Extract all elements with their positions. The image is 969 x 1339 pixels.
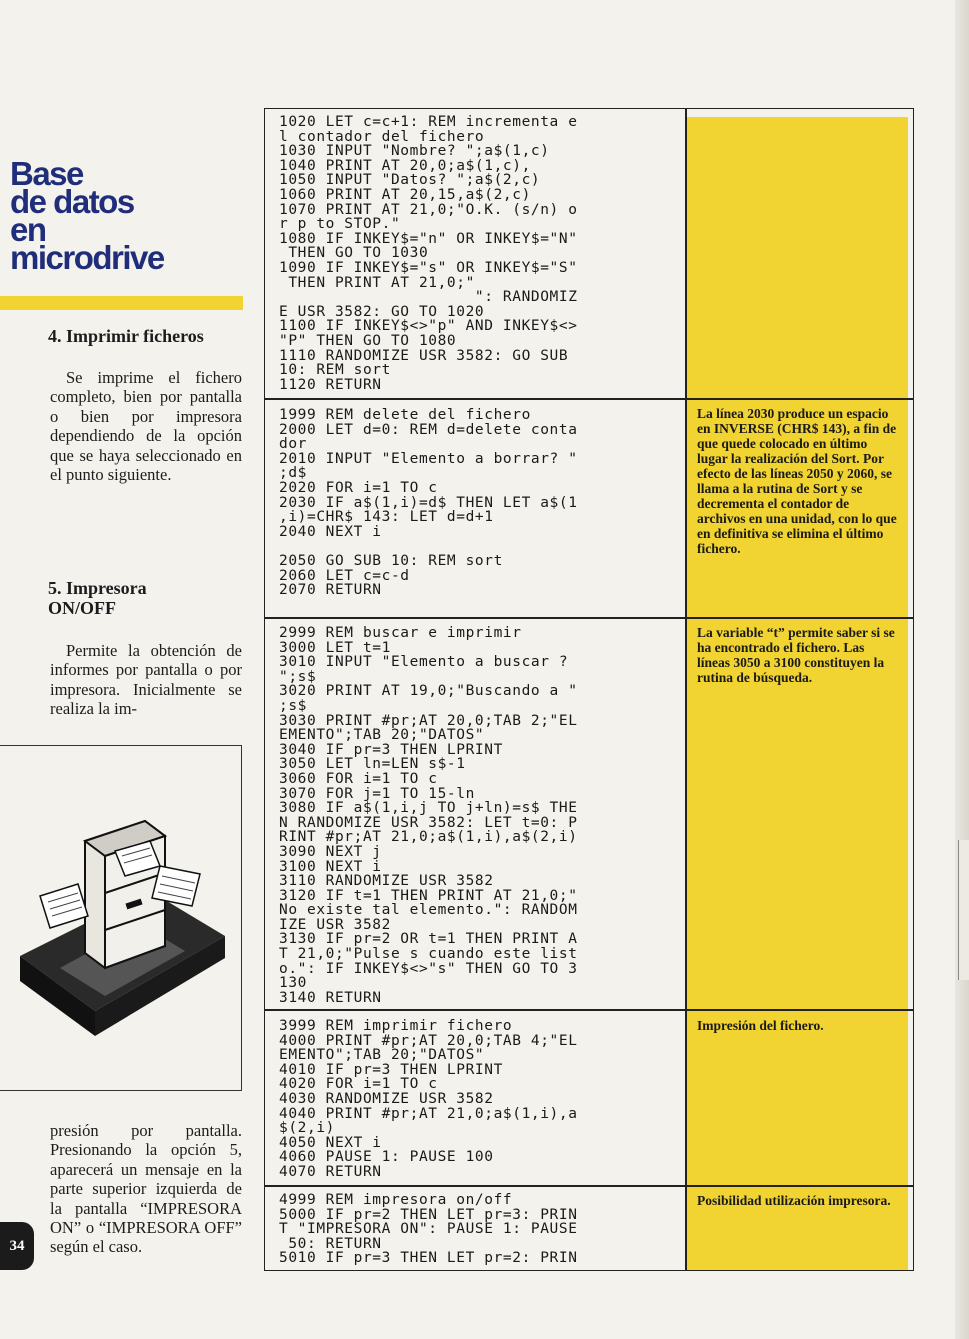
annotation-column <box>687 117 908 1270</box>
title-underline-bar <box>0 296 243 310</box>
code-block-printer-toggle: 4999 REM impresora on/off 5000 IF pr=2 THEN LET pr=3: PRIN T "IMPRESORA ON": PAUSE 1: PAUSE 50: RETURN 5010 IF pr=3 THEN LET pr=2: PRIN <box>279 1192 578 1267</box>
title-line-4: microdrive <box>10 239 164 276</box>
code-block-add-records: 1020 LET c=c+1: REM incrementa e l contador del fichero 1030 INPUT "Nombre? ";a$(1,c) 1040 PRINT AT 20,0;a$(1,c), 1050 INPUT "Datos? ";a$(2,c) 1060 PRINT AT 20,15,a$(2,c) 1070 PRINT AT 21,0;"O.K. (s/n) o r p to STOP." 1080 IF INKEY$="n" OR INKEY$="N" THEN GO TO 1030 1090 IF INKEY$="s" OR INKEY$="S" THEN PRINT AT 21,0;" ": RANDOMIZ E USR 3582: GO TO 1020 1100 IF INKEY$<>"p" AND INKEY$<> "P" THEN GO TO 1080 1110 RANDOMIZE USR 3582: GO SUB 10: REM sort 1120 RETURN <box>279 114 578 393</box>
section-4-text: Se imprime el fichero completo, bien por pantalla o bien por impresora dependiendo de la opción que se haya seleccionado en el punto siguiente. <box>50 368 242 485</box>
section-5-text-continued: presión por pantalla. Presionando la opción 5, aparecerá un mensaje en la parte superior izquierda de la pantalla “IMPRESORA ON” o “IMPRESORA OFF” según el caso. <box>50 1121 242 1257</box>
code-block-delete-record: 1999 REM delete del fichero 2000 LET d=0: REM d=delete conta dor 2010 INPUT "Elemento a borrar? " ;d$ 2020 FOR i=1 TO c 2030 IF a$(1,i)=d$ THEN LET a$(1 ,i)=CHR$ 143: LET d=d+1 2040 NEXT i 2050 GO SUB 10: REM sort 2060 LET c=c-d 2070 RETURN <box>279 407 578 599</box>
illustration-frame <box>0 745 242 1091</box>
block-divider-4 <box>265 1185 913 1187</box>
title-line-1: Base <box>10 155 83 192</box>
code-block-search-print: 2999 REM buscar e imprimir 3000 LET t=1 3010 INPUT "Elemento a buscar ? ";s$ 3020 PRINT AT 19,0;"Buscando a " ;s$ 3030 PRINT #pr;AT 20,0;TAB 2;"EL EMENTO";TAB 20;"DATOS" 3040 IF pr=3 THEN LPRINT 3050 LET ln=LEN s$-1 3060 FOR i=1 TO c 3070 FOR j=1 TO 15-ln 3080 IF a$(1,i,j TO j+ln)=s$ THE N RANDOMIZE USR 3582: LET t=0: P RINT #pr;AT 21,0;a$(1,i),a$(2,i) 3090 NEXT j 3100 NEXT i 3110 RANDOMIZE USR 3582 3120 IF t=1 THEN PRINT AT 21,0;" No existe tal elemento.": RANDOM IZE USR 3582 3130 IF pr=2 OR t=1 THEN PRINT A T 21,0;"Pulse s cuando este list o.": IF INKEY$<>"s" THEN GO TO 3 130 3140 RETURN <box>279 625 578 1006</box>
section-5-heading <box>48 578 248 618</box>
section-5-text: Permite la obtención de informes por pantalla o por impresora. Inicialmente se realiza la im- <box>50 641 242 719</box>
title-line-2: de datos <box>10 183 134 220</box>
adjacent-page-strip <box>958 840 969 980</box>
note-print-file: Impresión del fichero. <box>697 1018 824 1033</box>
section-5-heading-line-2: ON/OFF <box>48 598 116 618</box>
note-delete-explanation: La línea 2030 produce un espacio en INVERSE (CHR$ 143), a fin de que quede colocado en último lugar la realización del Sort. Por efecto de las líneas 2050 y 2060, se llama a la rutina de Sort y se decrementa el contador de archivos en una unidad, con lo que en definitiva se elimina el último fichero. <box>697 406 897 556</box>
block-divider-1 <box>265 398 913 400</box>
page-number-badge <box>0 1222 34 1270</box>
article-title <box>10 155 250 276</box>
block-divider-2 <box>265 617 913 619</box>
note-printer-option: Posibilidad utilización impresora. <box>697 1193 891 1208</box>
page-edge <box>955 0 969 1339</box>
column-divider <box>685 109 687 1270</box>
code-block-print-file: 3999 REM imprimir fichero 4000 PRINT #pr;AT 20,0;TAB 4;"EL EMENTO";TAB 20;"DATOS" 4010 IF pr=3 THEN LPRINT 4020 FOR i=1 TO c 4030 RANDOMIZE USR 3582 4040 PRINT #pr;AT 21,0;a$(1,i),a $(2,i) 4050 NEXT i 4060 PAUSE 1: PAUSE 100 4070 RETURN <box>279 1018 578 1180</box>
file-cabinet-drive-illustration <box>0 746 240 1090</box>
page-number: 34 <box>9 1237 25 1254</box>
note-search-explanation: La variable “t” permite saber si se ha encontrado el fichero. Las líneas 3050 a 3100 constituyen la rutina de búsqueda. <box>697 625 895 685</box>
program-listing-box <box>264 108 914 1271</box>
section-5-heading-line-1: 5. Impresora <box>48 578 147 598</box>
block-divider-3 <box>265 1009 913 1011</box>
section-4-heading: 4. Imprimir ficheros <box>48 326 204 346</box>
title-line-3: en <box>10 211 46 248</box>
